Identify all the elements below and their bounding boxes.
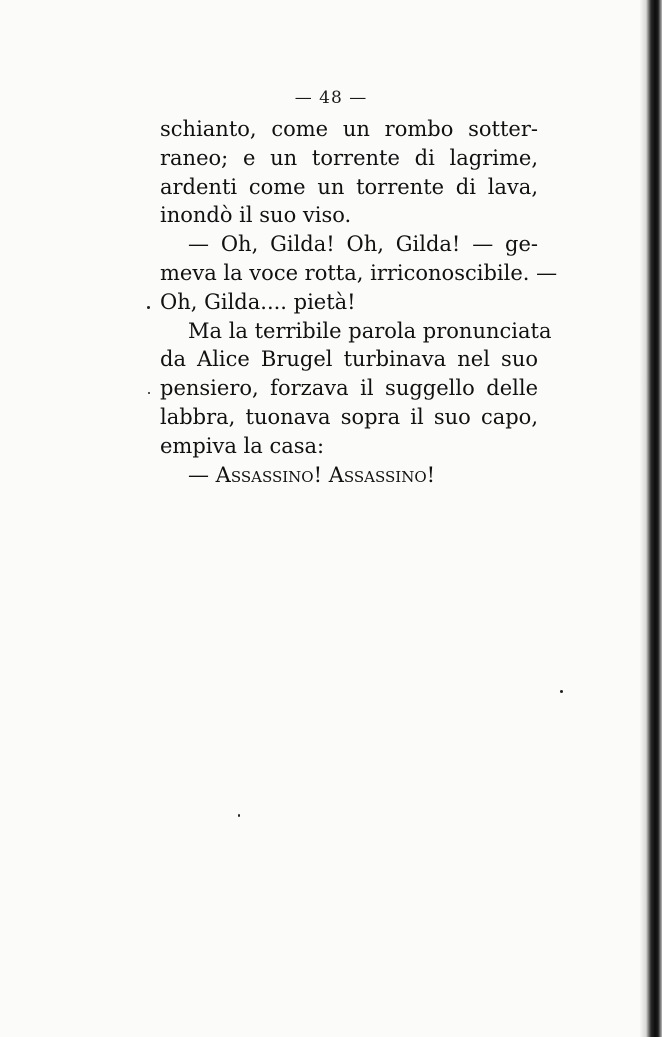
print-speck xyxy=(148,392,150,394)
page-binding-edge xyxy=(640,0,662,1037)
text-line-5: — Oh, Gilda! Oh, Gilda! — ge- xyxy=(188,232,538,257)
print-speck xyxy=(560,690,563,693)
text-line-2: raneo; e un torrente di lagrime, xyxy=(160,145,538,170)
text-line-13: — Assassino! Assassino! xyxy=(188,462,436,487)
page-number: — 48 — xyxy=(294,88,368,108)
text-line-11: labbra, tuonava sopra il suo capo, xyxy=(160,404,538,429)
text-line-10: pensiero, forzava il suggello delle xyxy=(160,376,538,401)
print-speck xyxy=(147,306,150,309)
print-speck xyxy=(238,814,240,817)
text-line-6: meva la voce rotta, irriconoscibile. — xyxy=(160,260,558,285)
text-line-1: schianto, come un rombo sotter- xyxy=(160,117,538,141)
body-text xyxy=(160,115,558,489)
text-line-12: empiva la casa: xyxy=(160,433,325,458)
text-line-4: inondò il suo viso. xyxy=(160,203,352,228)
text-line-9: da Alice Brugel turbinava nel suo xyxy=(160,347,538,372)
text-line-3: ardenti come un torrente di lava, xyxy=(160,174,538,199)
text-line-7: Oh, Gilda.... pietà! xyxy=(160,289,356,314)
text-line-8: Ma la terribile parola pronunciata xyxy=(188,318,552,343)
